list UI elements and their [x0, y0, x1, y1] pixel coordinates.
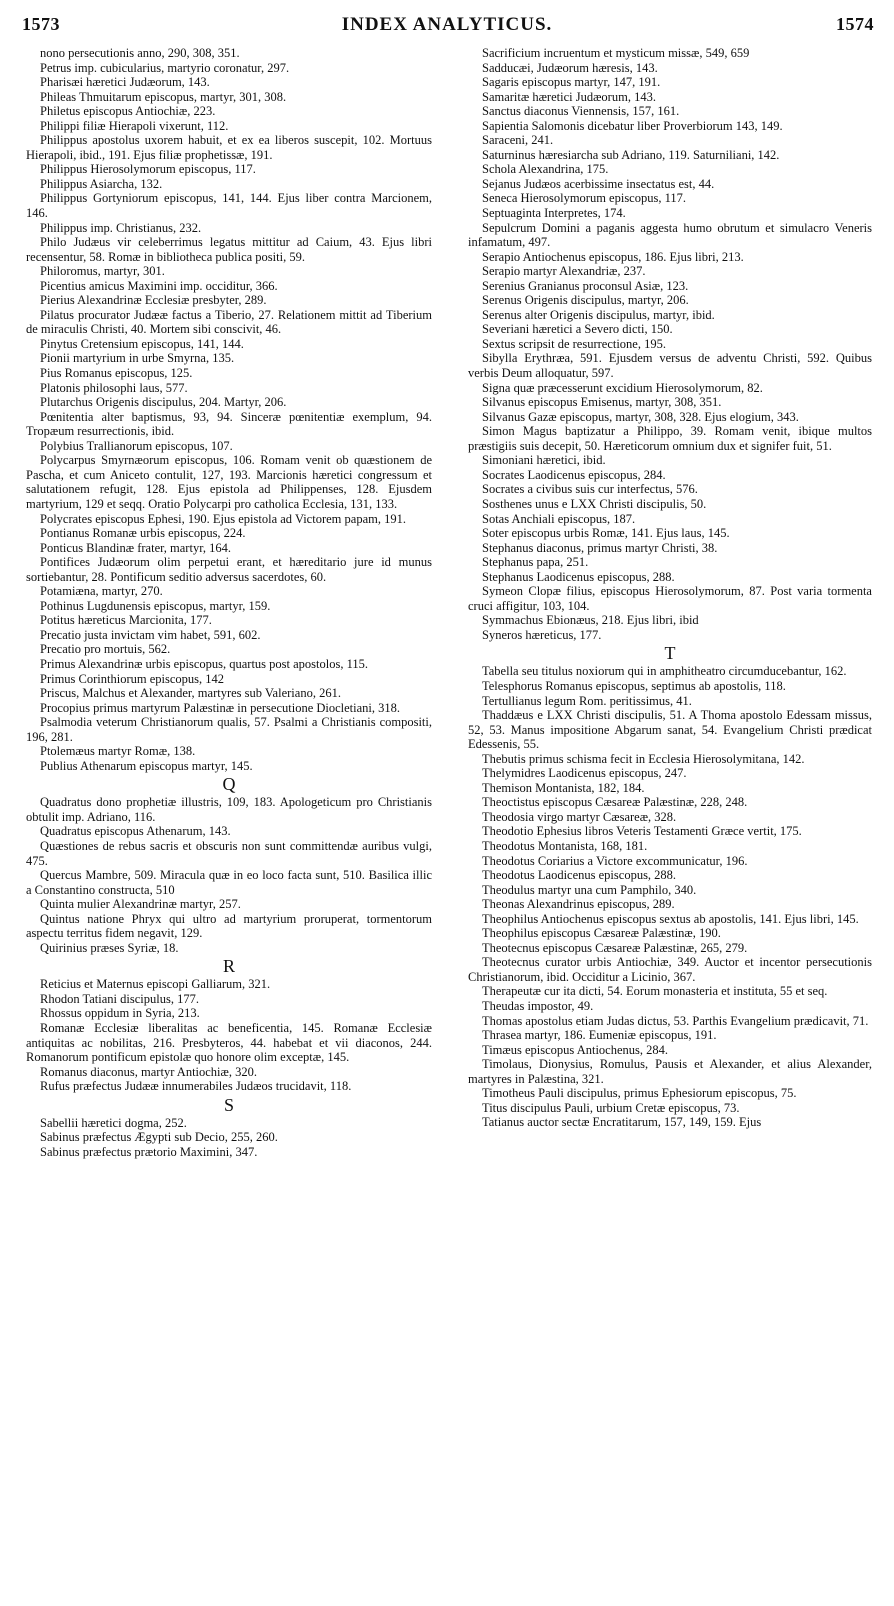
index-entry: Polycrates episcopus Ephesi, 190. Ejus epistola ad Victorem papam, 191. — [40, 511, 406, 526]
index-entry: Symeon Clopæ filius, episcopus Hierosolymorum, 87. Post varia tormenta cruci affigitur, 103, 104. — [468, 584, 872, 613]
index-entry: Theophilus Antiochenus episcopus sextus ab apostolis, 141. Ejus libri, 145. — [482, 911, 859, 926]
index-entry: Stephanus Laodicenus episcopus, 288. — [482, 569, 675, 584]
index-entry: Sabinus præfectus Ægypti sub Decio, 255, 260. — [40, 1130, 278, 1145]
index-entry: Pharisæi hæretici Judæorum, 143. — [40, 75, 210, 90]
section-letter: Q — [222, 774, 236, 795]
index-entry: Sosthenes unus e LXX Christi discipulis, 50. — [482, 496, 707, 511]
index-entry: Telesphorus Romanus episcopus, septimus ab apostolis, 118. — [482, 678, 786, 693]
section-letter: S — [223, 1094, 234, 1115]
index-entry: Procopius primus martyrum Palæstinæ in persecutione Diocletiani, 318. — [40, 700, 401, 715]
index-entry: Thrasea martyr, 186. Eumeniæ episcopus, 191. — [482, 1028, 717, 1043]
index-entry: Theoctistus episcopus Cæsareæ Palæstinæ, 228, 248. — [482, 795, 748, 810]
index-entry: Sapientia Salomonis dicebatur liber Proverbiorum 143, 149. — [482, 118, 783, 133]
index-entry: Theotecnus episcopus Cæsareæ Palæstinæ, 265, 279. — [482, 940, 748, 955]
index-entry: Quadratus episcopus Athenarum, 143. — [40, 824, 231, 839]
index-entry: Syneros hæreticus, 177. — [482, 627, 602, 642]
index-entry: Philippus Hierosolymorum episcopus, 117. — [40, 162, 256, 177]
index-entry: Symmachus Ebionæus, 218. Ejus libri, ibid — [482, 613, 699, 628]
index-entry: Reticius et Maternus episcopi Galliarum, 321. — [40, 977, 271, 992]
index-entry: Thelymidres Laodicenus episcopus, 247. — [482, 766, 687, 781]
index-entry: Pierius Alexandrinæ Ecclesiæ presbyter, 289. — [40, 293, 267, 308]
index-entry: Theophilus episcopus Cæsareæ Palæstinæ, 190. — [482, 926, 721, 941]
index-entry: Silvanus episcopus Emisenus, martyr, 308, 351. — [482, 395, 722, 410]
index-entry: Rhodon Tatiani discipulus, 177. — [40, 991, 199, 1006]
index-entry: Silvanus Gazæ episcopus, martyr, 308, 328. Ejus elogium, 343. — [482, 409, 799, 424]
page-header — [0, 14, 894, 40]
index-entry: Polycarpus Smyrnæorum episcopus, 106. Romam venit ob quæstionem de Pascha, et cum Aniceto contulit, 127, 193. Marcionis hæretici congressum et salutationem refugit, 128. Ejus epistola ad Philippenses, 128. Ejusdem martyrium, 129 et seqq. Oratio Polycarpi pro catholica Ecclesia, 131, 133. — [26, 453, 432, 511]
index-entry: Septuaginta Interpretes, 174. — [482, 206, 626, 221]
index-entry: Primus Corinthiorum episcopus, 142 — [40, 671, 225, 686]
right-column — [468, 46, 872, 1130]
index-entry: Sejanus Judæos acerbissime insectatus est, 44. — [482, 176, 715, 191]
section-letter: R — [222, 956, 235, 977]
index-entry: Petrus imp. cubicularius, martyrio coronatur, 297. — [40, 60, 290, 75]
index-entry: Serapio martyr Alexandriæ, 237. — [482, 264, 646, 279]
index-entry: Quinta mulier Alexandrinæ martyr, 257. — [40, 897, 241, 912]
index-entry: Simoniani hæretici, ibid. — [482, 453, 606, 468]
index-entry: Romanæ Ecclesiæ liberalitas ac beneficentia, 145. Romanæ Ecclesiæ antiquitas ac nobilitas, 216. Presbyteros, 44. habebat et vii diaconos, 244. Romanorum pontificum epistolæ quo honore olim exceptæ, 145. — [26, 1021, 432, 1065]
index-entry: Signa quæ præcesserunt excidium Hierosolymorum, 82. — [482, 380, 763, 395]
index-entry: Theotecnus curator urbis Antiochiæ, 349. Auctor et incentor persecutionis Christianorum, ibid. Occiditur a Licinio, 367. — [468, 955, 872, 984]
index-entry: Therapeutæ cur ita dicti, 54. Eorum monasteria et instituta, 55 et seq. — [482, 984, 828, 999]
index-entry: Quadratus dono prophetiæ illustris, 109, 183. Apologeticum pro Christianis obtulit imp. Adriano, 116. — [26, 795, 432, 824]
index-entry: Timæus episcopus Antiochenus, 284. — [482, 1042, 669, 1057]
index-entry: Sabinus præfectus prætorio Maximini, 347. — [40, 1144, 258, 1159]
index-entry: Quirinius præses Syriæ, 18. — [40, 940, 179, 955]
index-entry: Severiani hæretici a Severo dicti, 150. — [482, 322, 673, 337]
index-entry: Timolaus, Dionysius, Romulus, Pausis et Alexander, et alius Alexander, martyres in Palæstina, 321. — [468, 1057, 872, 1086]
index-entry: Pœnitentia alter baptismus, 93, 94. Sinceræ pœnitentiæ exemplum, 94. Tropæum resurrectionis, ibid. — [26, 409, 432, 439]
index-entry: Sepulcrum Domini a paganis aggesta humo obrutum et simulacro Veneris infamatum, 497. — [468, 220, 872, 250]
index-entry: Schola Alexandrina, 175. — [482, 162, 609, 177]
index-entry: Philippus Gortyniorum episcopus, 141, 144. Ejus liber contra Marcionem, 146. — [26, 191, 432, 221]
index-entry: Theodulus martyr una cum Pamphilo, 340. — [482, 882, 697, 897]
index-entry: Philo Judæus vir celeberrimus legatus mittitur ad Caium, 43. Ejus libri recensentur, 58. Romæ in bibliotheca publica positi, 59. — [26, 235, 432, 264]
index-entry: Phileas Thmuitarum episcopus, martyr, 301, 308. — [40, 89, 287, 104]
index-entry: Sextus scripsit de resurrectione, 195. — [482, 336, 666, 351]
index-entry: Potamiæna, martyr, 270. — [40, 584, 163, 599]
index-entry: Saturninus hæresiarcha sub Adriano, 119. Saturniliani, 142. — [482, 147, 780, 162]
index-entry: Serenus Origenis discipulus, martyr, 206. — [482, 293, 689, 308]
page-number-right: 1574 — [836, 14, 874, 34]
index-entry: Sotas Anchiali episcopus, 187. — [482, 511, 636, 526]
index-entry: Romanus diaconus, martyr Antiochiæ, 320. — [40, 1064, 257, 1079]
index-entry: Theodotus Laodicenus episcopus, 288. — [482, 868, 677, 883]
index-entry: Tertullianus legum Rom. peritissimus, 41. — [482, 693, 692, 708]
page-number-left: 1573 — [22, 14, 60, 34]
index-entry: Picentius amicus Maximini imp. occiditur, 366. — [40, 278, 278, 293]
index-entry: Ptolemæus martyr Romæ, 138. — [40, 744, 196, 759]
index-entry: Simon Magus baptizatur a Philippo, 39. Romam venit, ibique multos præstigiis suis decepit, 50. Hæreticorum omnium dux et signifer fuit, 51. — [468, 424, 872, 453]
index-entry: Sibylla Erythræa, 591. Ejusdem versus de adventu Christi, 592. Quibus verbis Deum alloquatur, 597. — [468, 351, 872, 381]
index-entry: Primus Alexandrinæ urbis episcopus, quartus post apostolos, 115. — [40, 656, 368, 671]
index-entry: Saraceni, 241. — [482, 133, 554, 148]
index-entry: Pothinus Lugdunensis episcopus, martyr, 159. — [40, 598, 271, 613]
left-column — [26, 46, 432, 1159]
index-entry: Stephanus papa, 251. — [482, 555, 589, 570]
index-entry: Themison Montanista, 182, 184. — [482, 780, 645, 795]
index-entry: Tabella seu titulus noxiorum qui in amphitheatro circumducebantur, 162. — [482, 664, 847, 679]
index-entry: Thebutis primus schisma fecit in Ecclesia Hierosolymitana, 142. — [482, 751, 805, 766]
index-entry: Serapio Antiochenus episcopus, 186. Ejus libri, 213. — [482, 249, 744, 264]
index-entry: Seneca Hierosolymorum episcopus, 117. — [482, 191, 687, 206]
index-entry: Philippus imp. Christianus, 232. — [40, 220, 202, 235]
index-entry: Serenus alter Origenis discipulus, martyr, ibid. — [482, 307, 715, 322]
index-entry: Philippus apostolus uxorem habuit, et ex ea liberos suscepit, 102. Mortuus Hierapoli, ibid., 191. Ejus filiæ prophetissæ, 191. — [26, 133, 432, 162]
index-entry: Rhossus oppidum in Syria, 213. — [40, 1006, 200, 1021]
index-entry: Quercus Mambre, 509. Miracula quæ in eo loco facta sunt, 510. Basilica illic a Constantino constructa, 510 — [26, 868, 432, 897]
index-entry: Rufus præfectus Judææ innumerabiles Judæos trucidavit, 118. — [40, 1079, 352, 1094]
index-entry: Theodotus Coriarius a Victore excommunicatur, 196. — [482, 853, 748, 868]
index-entry: Pontifices Judæorum olim perpetui erant, et hæreditario jure id munus sortiebantur, 28. Pontificum seditio adversus sacerdotes, 60. — [26, 555, 432, 584]
index-entry: Sagaris episcopus martyr, 147, 191. — [482, 75, 661, 90]
index-entry: Precatio pro mortuis, 562. — [40, 642, 171, 657]
index-entry: Sanctus diaconus Viennensis, 157, 161. — [482, 104, 680, 119]
index-entry: Platonis philosophi laus, 577. — [40, 380, 188, 395]
index-entry: Timotheus Pauli discipulus, primus Ephesiorum episcopus, 75. — [482, 1086, 797, 1101]
index-entry: Tatianus auctor sectæ Encratitarum, 157, 149, 159. Ejus — [482, 1115, 762, 1130]
index-entry: Theodosia virgo martyr Cæsareæ, 328. — [482, 809, 677, 824]
index-entry: Pontianus Romanæ urbis episcopus, 224. — [40, 526, 246, 541]
index-entry: Socrates Laodicenus episcopus, 284. — [482, 467, 666, 482]
index-entry: Thomas apostolus etiam Judas dictus, 53. Parthis Evangelium prædicavit, 71. — [482, 1013, 869, 1028]
section-letter: T — [664, 643, 676, 664]
index-entry: Precatio justa invictam vim habet, 591, 602. — [40, 627, 261, 642]
index-entry: Ponticus Blandinæ frater, martyr, 164. — [40, 540, 231, 555]
index-entry: Polybius Trallianorum episcopus, 107. — [40, 438, 233, 453]
index-entry: Soter episcopus urbis Romæ, 141. Ejus laus, 145. — [482, 526, 730, 541]
index-entry: Quæstiones de rebus sacris et obscuris non sunt committendæ auribus vulgi, 475. — [26, 838, 432, 868]
index-entry: Pilatus procurator Judææ factus a Tiberio, 27. Relationem mittit ad Tiberium de miraculis Christi, 40. Mortem sibi conscivit, 46. — [26, 307, 432, 337]
index-entry: Samaritæ hæretici Judæorum, 143. — [482, 89, 656, 104]
index-entry: Pionii martyrium in urbe Smyrna, 135. — [40, 351, 235, 366]
index-entry: nono persecutionis anno, 290, 308, 351. — [40, 46, 240, 60]
index-entry: Stephanus diaconus, primus martyr Christi, 38. — [482, 540, 718, 555]
index-entry: Socrates a civibus suis cur interfectus, 576. — [482, 482, 698, 497]
index-entry: Plutarchus Origenis discipulus, 204. Martyr, 206. — [40, 395, 287, 410]
index-entry: Philippus Asiarcha, 132. — [40, 176, 163, 191]
index-entry: Titus discipulus Pauli, urbium Cretæ episcopus, 73. — [482, 1100, 740, 1115]
index-entry: Thaddæus e LXX Christi discipulis, 51. A Thoma apostolo Edessam missus, 52, 53. Manus impositione Abgarum sanat, 54. Evangelium Christi prædicat Edessenis, 55. — [468, 708, 872, 752]
index-entry: Theodotio Ephesius libros Veteris Testamenti Græce vertit, 175. — [482, 824, 802, 839]
index-entry: Publius Athenarum episcopus martyr, 145. — [40, 758, 253, 773]
index-entry: Sacrificium incruentum et mysticum missæ, 549, 659 — [482, 46, 750, 60]
index-entry: Philippi filiæ Hierapoli vixerunt, 112. — [40, 118, 229, 133]
index-entry: Psalmodia veterum Christianorum qualis, 57. Psalmi a Christianis compositi, 196, 281. — [26, 715, 432, 744]
index-entry: Theudas impostor, 49. — [482, 999, 594, 1013]
index-entry: Sabellii hæretici dogma, 252. — [40, 1115, 187, 1130]
index-entry: Priscus, Malchus et Alexander, martyres sub Valeriano, 261. — [40, 686, 341, 701]
index-entry: Theonas Alexandrinus episcopus, 289. — [482, 897, 675, 912]
index-entry: Potitus hæreticus Marcionita, 177. — [40, 613, 212, 628]
index-entry: Pinytus Cretensium episcopus, 141, 144. — [40, 336, 244, 351]
index-entry: Sadducæi, Judæorum hæresis, 143. — [482, 60, 658, 75]
index-entry: Serenius Granianus proconsul Asiæ, 123. — [482, 278, 689, 293]
index-entry: Quintus natione Phryx qui ultro ad martyrium proruperat, tormentorum aspectu territus fidem negavit, 129. — [26, 911, 432, 941]
index-entry: Theodotus Montanista, 168, 181. — [482, 838, 648, 853]
index-entry: Philetus episcopus Antiochiæ, 223. — [40, 104, 216, 119]
index-entry: Pius Romanus episcopus, 125. — [40, 366, 193, 381]
page-title: INDEX ANALYTICUS. — [341, 14, 553, 35]
index-entry: Philoromus, martyr, 301. — [40, 264, 165, 279]
